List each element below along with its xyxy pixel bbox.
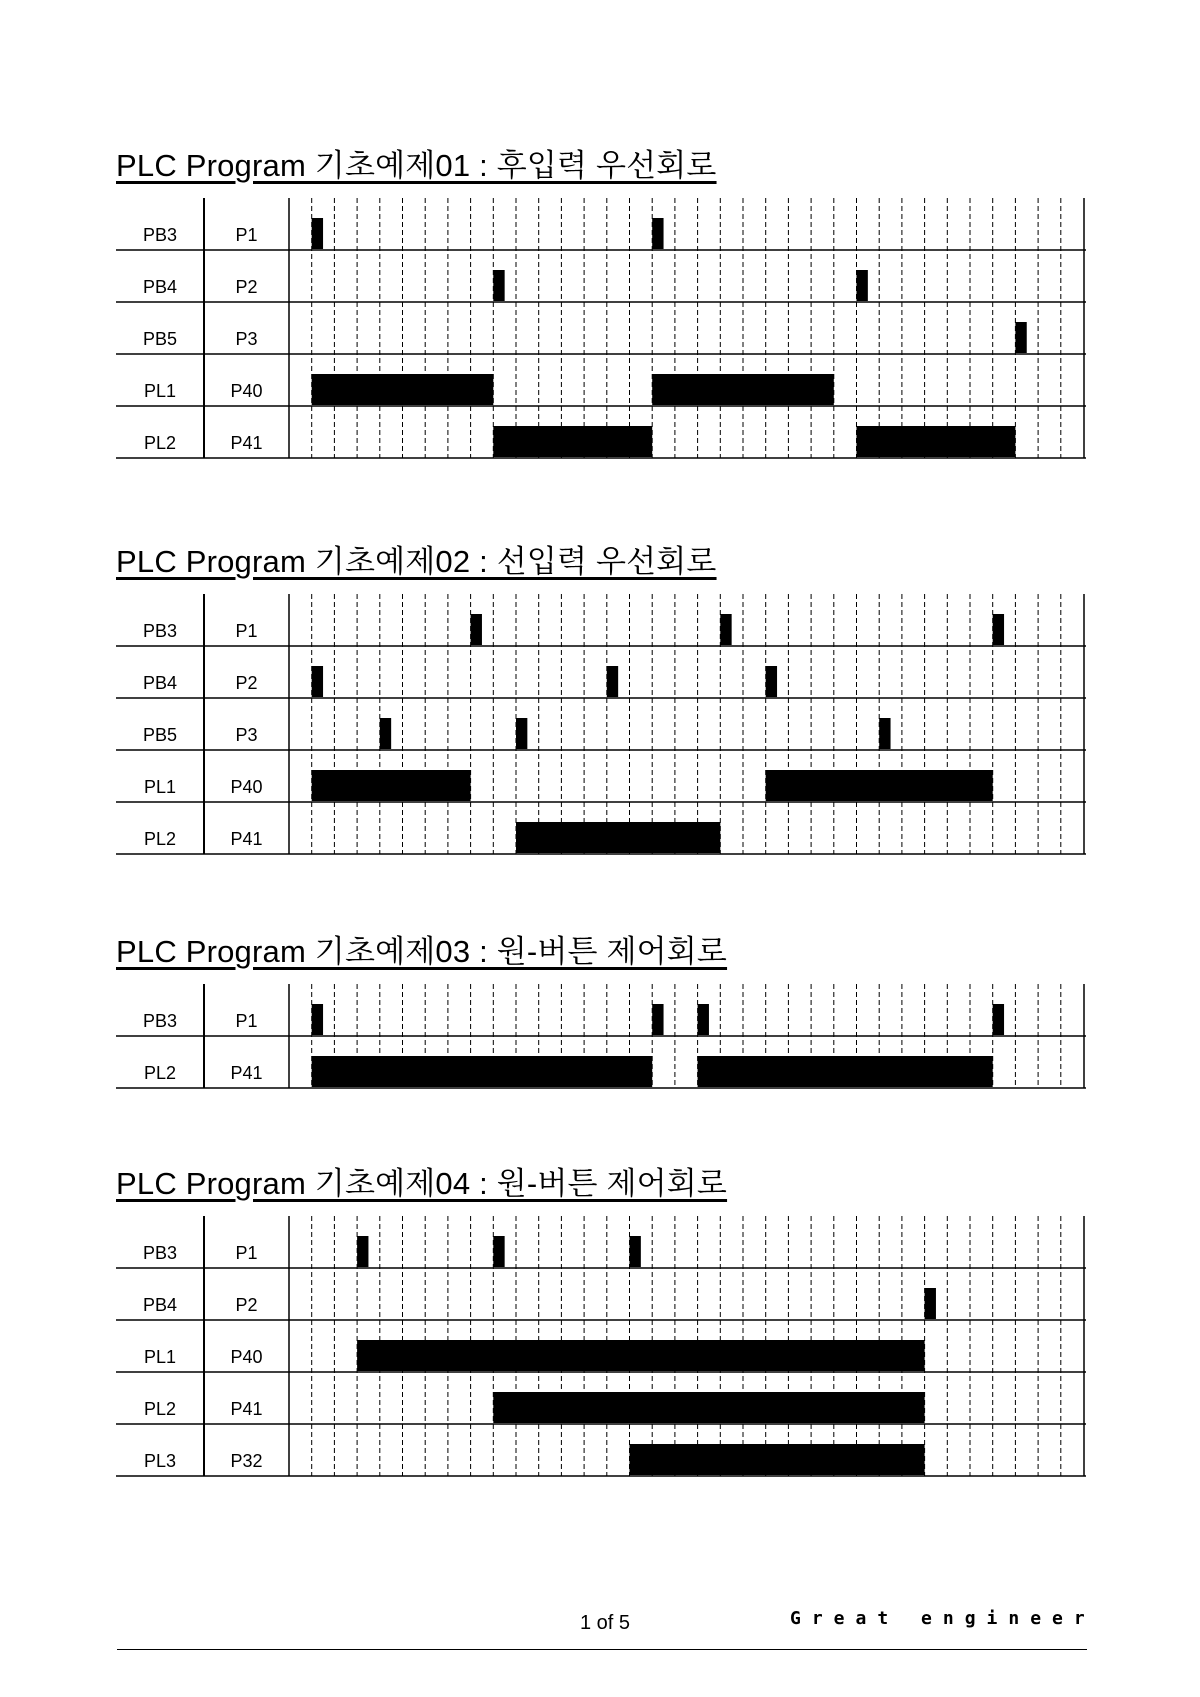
signal-pulse xyxy=(312,374,494,405)
signal-name: PB3 xyxy=(142,621,178,641)
page-number: 1 of 5 xyxy=(579,1612,631,1634)
signal-pulse xyxy=(312,218,323,249)
signal-name: PB4 xyxy=(142,1295,178,1315)
footer-divider xyxy=(117,1649,1087,1650)
section-title: PLC Program 기초예제03 : 원-버튼 제어회로 xyxy=(116,934,728,969)
signal-name: PL2 xyxy=(143,829,177,849)
signal-pulse xyxy=(698,1056,993,1087)
section-title: PLC Program 기초예제02 : 선입력 우선회로 xyxy=(116,544,717,579)
footer-brand: Great engineer xyxy=(790,1608,1096,1629)
plc-address: P3 xyxy=(235,725,258,745)
plc-address: P2 xyxy=(235,673,258,693)
signal-pulse xyxy=(1015,322,1026,353)
signal-pulse xyxy=(857,426,1016,457)
signal-name: PL2 xyxy=(143,1399,177,1419)
signal-pulse xyxy=(698,1004,709,1035)
section-title: PLC Program 기초예제04 : 원-버튼 제어회로 xyxy=(116,1166,728,1201)
signal-name: PL2 xyxy=(143,1063,177,1083)
signal-pulse xyxy=(516,718,527,749)
plc-address: P40 xyxy=(230,381,263,401)
signal-pulse xyxy=(925,1288,936,1319)
signal-pulse xyxy=(607,666,618,697)
signal-name: PB5 xyxy=(142,329,178,349)
plc-address: P40 xyxy=(230,1347,263,1367)
timing-chart xyxy=(116,1214,1086,1484)
plc-address: P41 xyxy=(230,1063,263,1083)
plc-address: P2 xyxy=(235,277,258,297)
signal-pulse xyxy=(516,822,720,853)
signal-name: PB3 xyxy=(142,1011,178,1031)
plc-address: P1 xyxy=(235,1011,258,1031)
signal-pulse xyxy=(312,770,471,801)
signal-name: PB3 xyxy=(142,1243,178,1263)
signal-pulse xyxy=(493,270,504,301)
signal-pulse xyxy=(493,426,652,457)
signal-pulse xyxy=(312,1056,653,1087)
plc-address: P32 xyxy=(230,1451,263,1471)
plc-address: P40 xyxy=(230,777,263,797)
signal-pulse xyxy=(312,666,323,697)
signal-name: PL3 xyxy=(143,1451,177,1471)
signal-pulse xyxy=(630,1236,641,1267)
timing-chart xyxy=(116,592,1086,862)
plc-address: P1 xyxy=(235,1243,258,1263)
signal-pulse xyxy=(380,718,391,749)
timing-chart xyxy=(116,982,1086,1092)
signal-name: PB4 xyxy=(142,277,178,297)
signal-name: PL1 xyxy=(143,381,177,401)
signal-pulse xyxy=(879,718,890,749)
signal-pulse xyxy=(357,1340,925,1371)
signal-pulse xyxy=(630,1444,925,1475)
signal-pulse xyxy=(993,1004,1004,1035)
plc-address: P41 xyxy=(230,1399,263,1419)
signal-name: PL1 xyxy=(143,777,177,797)
plc-address: P2 xyxy=(235,1295,258,1315)
signal-name: PB5 xyxy=(142,725,178,745)
signal-pulse xyxy=(312,1004,323,1035)
section-title: PLC Program 기초예제01 : 후입력 우선회로 xyxy=(116,148,717,183)
signal-name: PL1 xyxy=(143,1347,177,1367)
plc-address: P41 xyxy=(230,829,263,849)
signal-pulse xyxy=(720,614,731,645)
signal-pulse xyxy=(652,218,663,249)
signal-pulse xyxy=(471,614,482,645)
signal-pulse xyxy=(857,270,868,301)
signal-pulse xyxy=(766,666,777,697)
timing-chart xyxy=(116,196,1086,466)
signal-name: PL2 xyxy=(143,433,177,453)
signal-pulse xyxy=(652,374,834,405)
plc-address: P41 xyxy=(230,433,263,453)
signal-pulse xyxy=(493,1236,504,1267)
plc-address: P3 xyxy=(235,329,258,349)
signal-name: PB3 xyxy=(142,225,178,245)
plc-address: P1 xyxy=(235,225,258,245)
signal-pulse xyxy=(493,1392,924,1423)
signal-pulse xyxy=(766,770,993,801)
signal-pulse xyxy=(357,1236,368,1267)
signal-name: PB4 xyxy=(142,673,178,693)
signal-pulse xyxy=(652,1004,663,1035)
signal-pulse xyxy=(993,614,1004,645)
plc-address: P1 xyxy=(235,621,258,641)
